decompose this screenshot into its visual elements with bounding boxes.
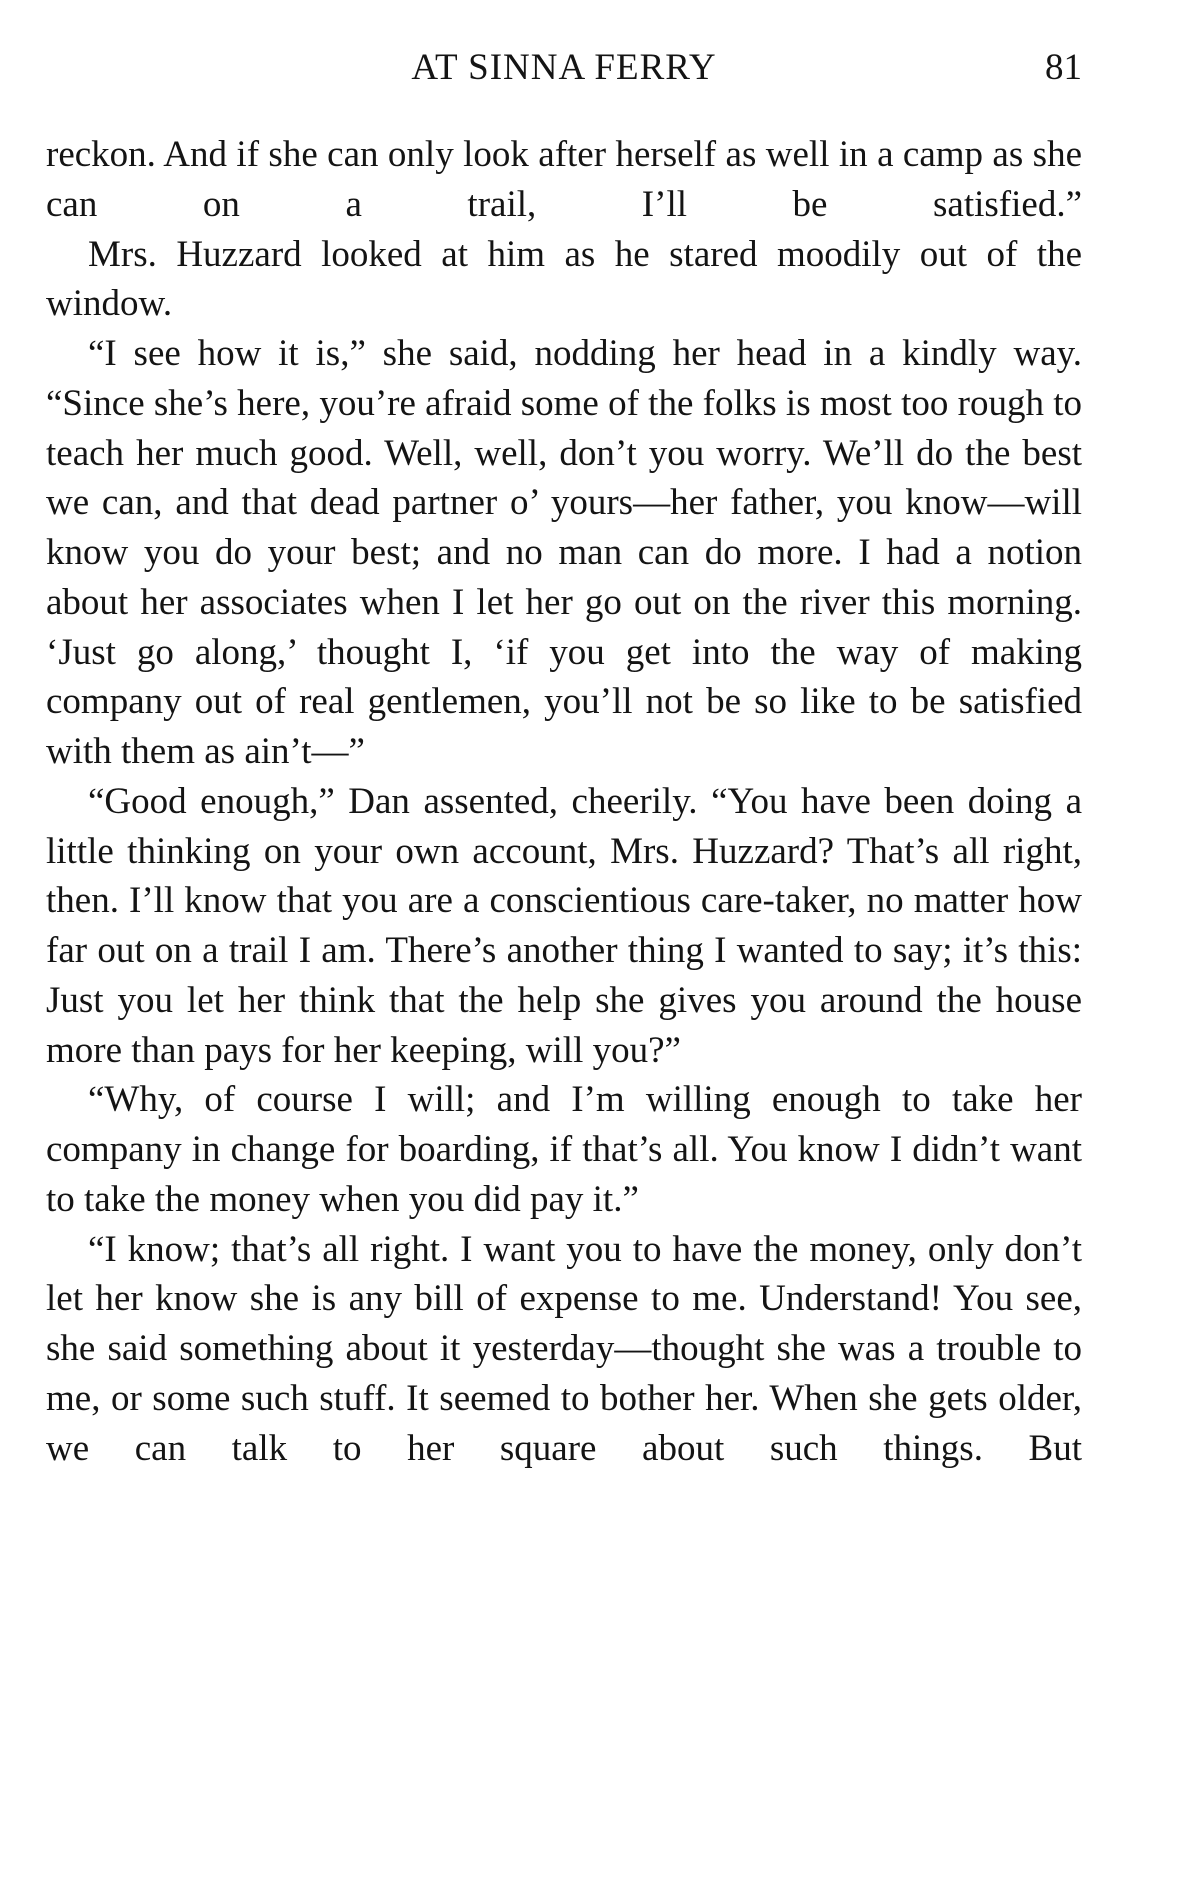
paragraph-continued: reckon. And if she can only look after herself as well in a camp as she can on a trail, I’ll be satisfied.” <box>46 134 1082 225</box>
paragraph: Mrs. Huzzard looked at him as he stared moodily out of the window. <box>46 233 1082 325</box>
paragraph-continues: “I know; that’s all right. I want you to have the money, only don’t let her know she is any bill of expense to me. Understand! You see, she said something about it yesterday—thought she was a trouble to me, or some such stuff. It seemed to bother her. When she gets older, we can talk to her square about such things. But <box>46 1228 1082 1469</box>
running-title: AT SINNA FERRY <box>411 47 717 88</box>
paragraph: “Why, of course I will; and I’m willing enough to take her company in change for boarding, if that’s all. You know I didn’t want to take the money when you did pay it.” <box>46 1079 1082 1220</box>
page-number: 81 <box>1045 47 1082 88</box>
running-header <box>46 38 1082 98</box>
paragraph: “Good enough,” Dan assented, cheerily. “You have been doing a little thinking on your own account, Mrs. Huzzard? That’s all right, then. I’ll know that you are a conscientious care-taker, no matter how far out on a trail I am. There’s another thing I wanted to say; it’s this: Just you let her think that the help she gives you around the house more than pays for her keeping, will you?” <box>46 780 1082 1071</box>
paragraph: “I see how it is,” she said, nodding her head in a kindly way. “Since she’s here, you’re afraid some of the folks is most too rough to teach her much good. Well, well, don’t you worry. We’ll do the best we can, and that dead partner o’ yours—her father, you know—will know you do your best; and no man can do more. I had a notion about her associates when I let her go out on the river this morning. ‘Just go along,’ thought I, ‘if you get into the way of making company out of real gentlemen, you’ll not be so like to be satisfied with them as ain’t—” <box>46 333 1082 772</box>
body-text <box>46 130 1082 1473</box>
